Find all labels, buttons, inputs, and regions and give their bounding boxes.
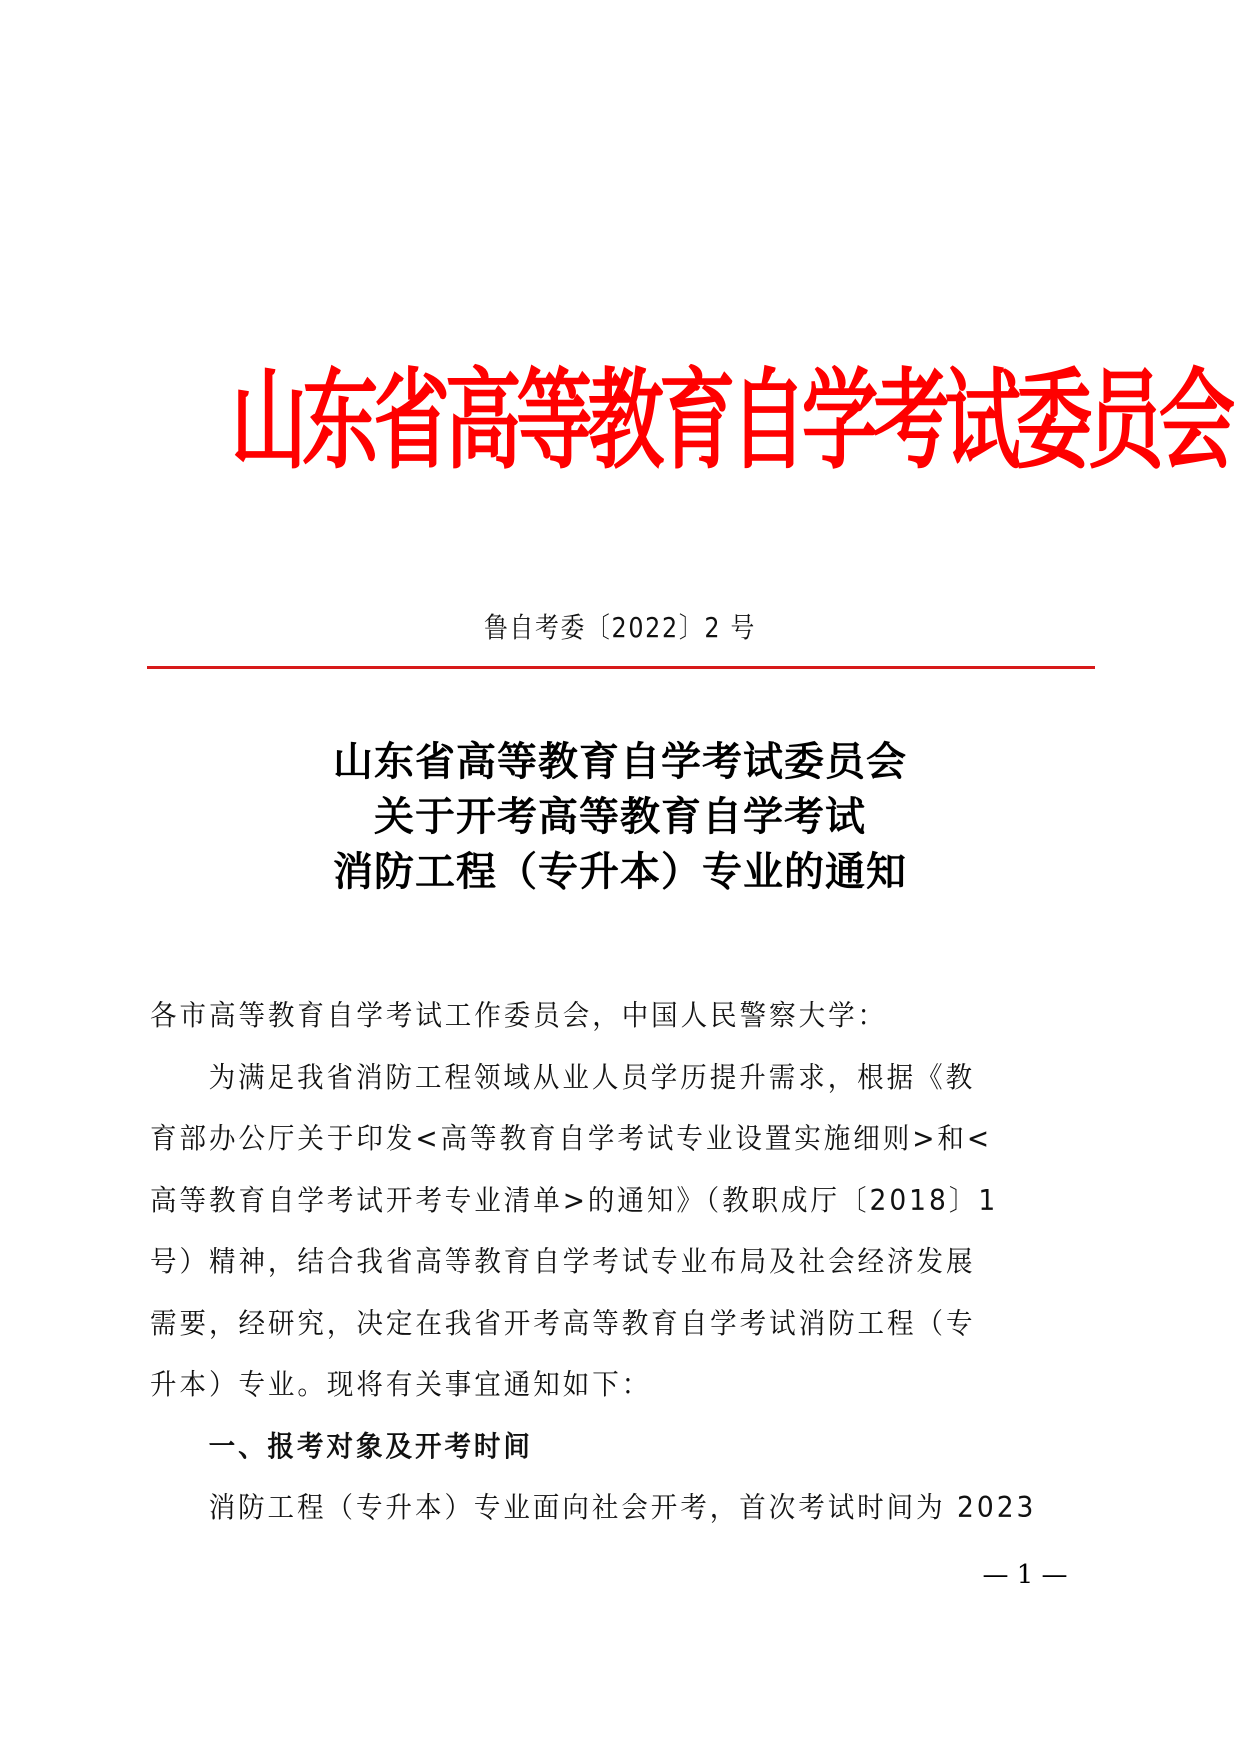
paragraph-2-line-1: 消防工程（专升本）专业面向社会开考，首次考试时间为 2023 <box>208 1491 1037 1524</box>
page-number: — 1 — <box>982 1560 1068 1590</box>
document-number: 鲁自考委〔2022〕2 号 <box>484 611 756 644</box>
title-line-2: 关于开考高等教育自学考试 <box>374 793 866 840</box>
red-separator-line <box>147 666 1095 669</box>
document-title <box>150 734 1090 899</box>
paragraph-1-line-5: 需要，经研究，决定在我省开考高等教育自学考试消防工程（专 <box>150 1306 976 1340</box>
masthead-issuer: 山东省高等教育自学考试委员会 <box>230 356 1231 484</box>
title-line-3: 消防工程（专升本）专业的通知 <box>333 848 907 895</box>
title-line-1: 山东省高等教育自学考试委员会 <box>333 738 907 785</box>
addressee: 各市高等教育自学考试工作委员会，中国人民警察大学： <box>150 999 888 1032</box>
paragraph-1-line-6: 升本）专业。现将有关事宜通知如下： <box>150 1368 652 1401</box>
paragraph-1-line-1: 为满足我省消防工程领域从业人员学历提升需求，根据《教 <box>208 1060 976 1094</box>
paragraph-1-line-3: 高等教育自学考试开考专业清单>的通知》（教职成厅〔2018〕1 <box>150 1183 999 1217</box>
paragraph-1-line-2: 育部办公厅关于印发<高等教育自学考试专业设置实施细则>和< <box>150 1122 993 1155</box>
document-body <box>150 985 1095 1539</box>
paragraph-1-line-4: 号）精神，结合我省高等教育自学考试专业布局及社会经济发展 <box>150 1245 976 1278</box>
section-1-heading: 一、报考对象及开考时间 <box>208 1429 533 1463</box>
